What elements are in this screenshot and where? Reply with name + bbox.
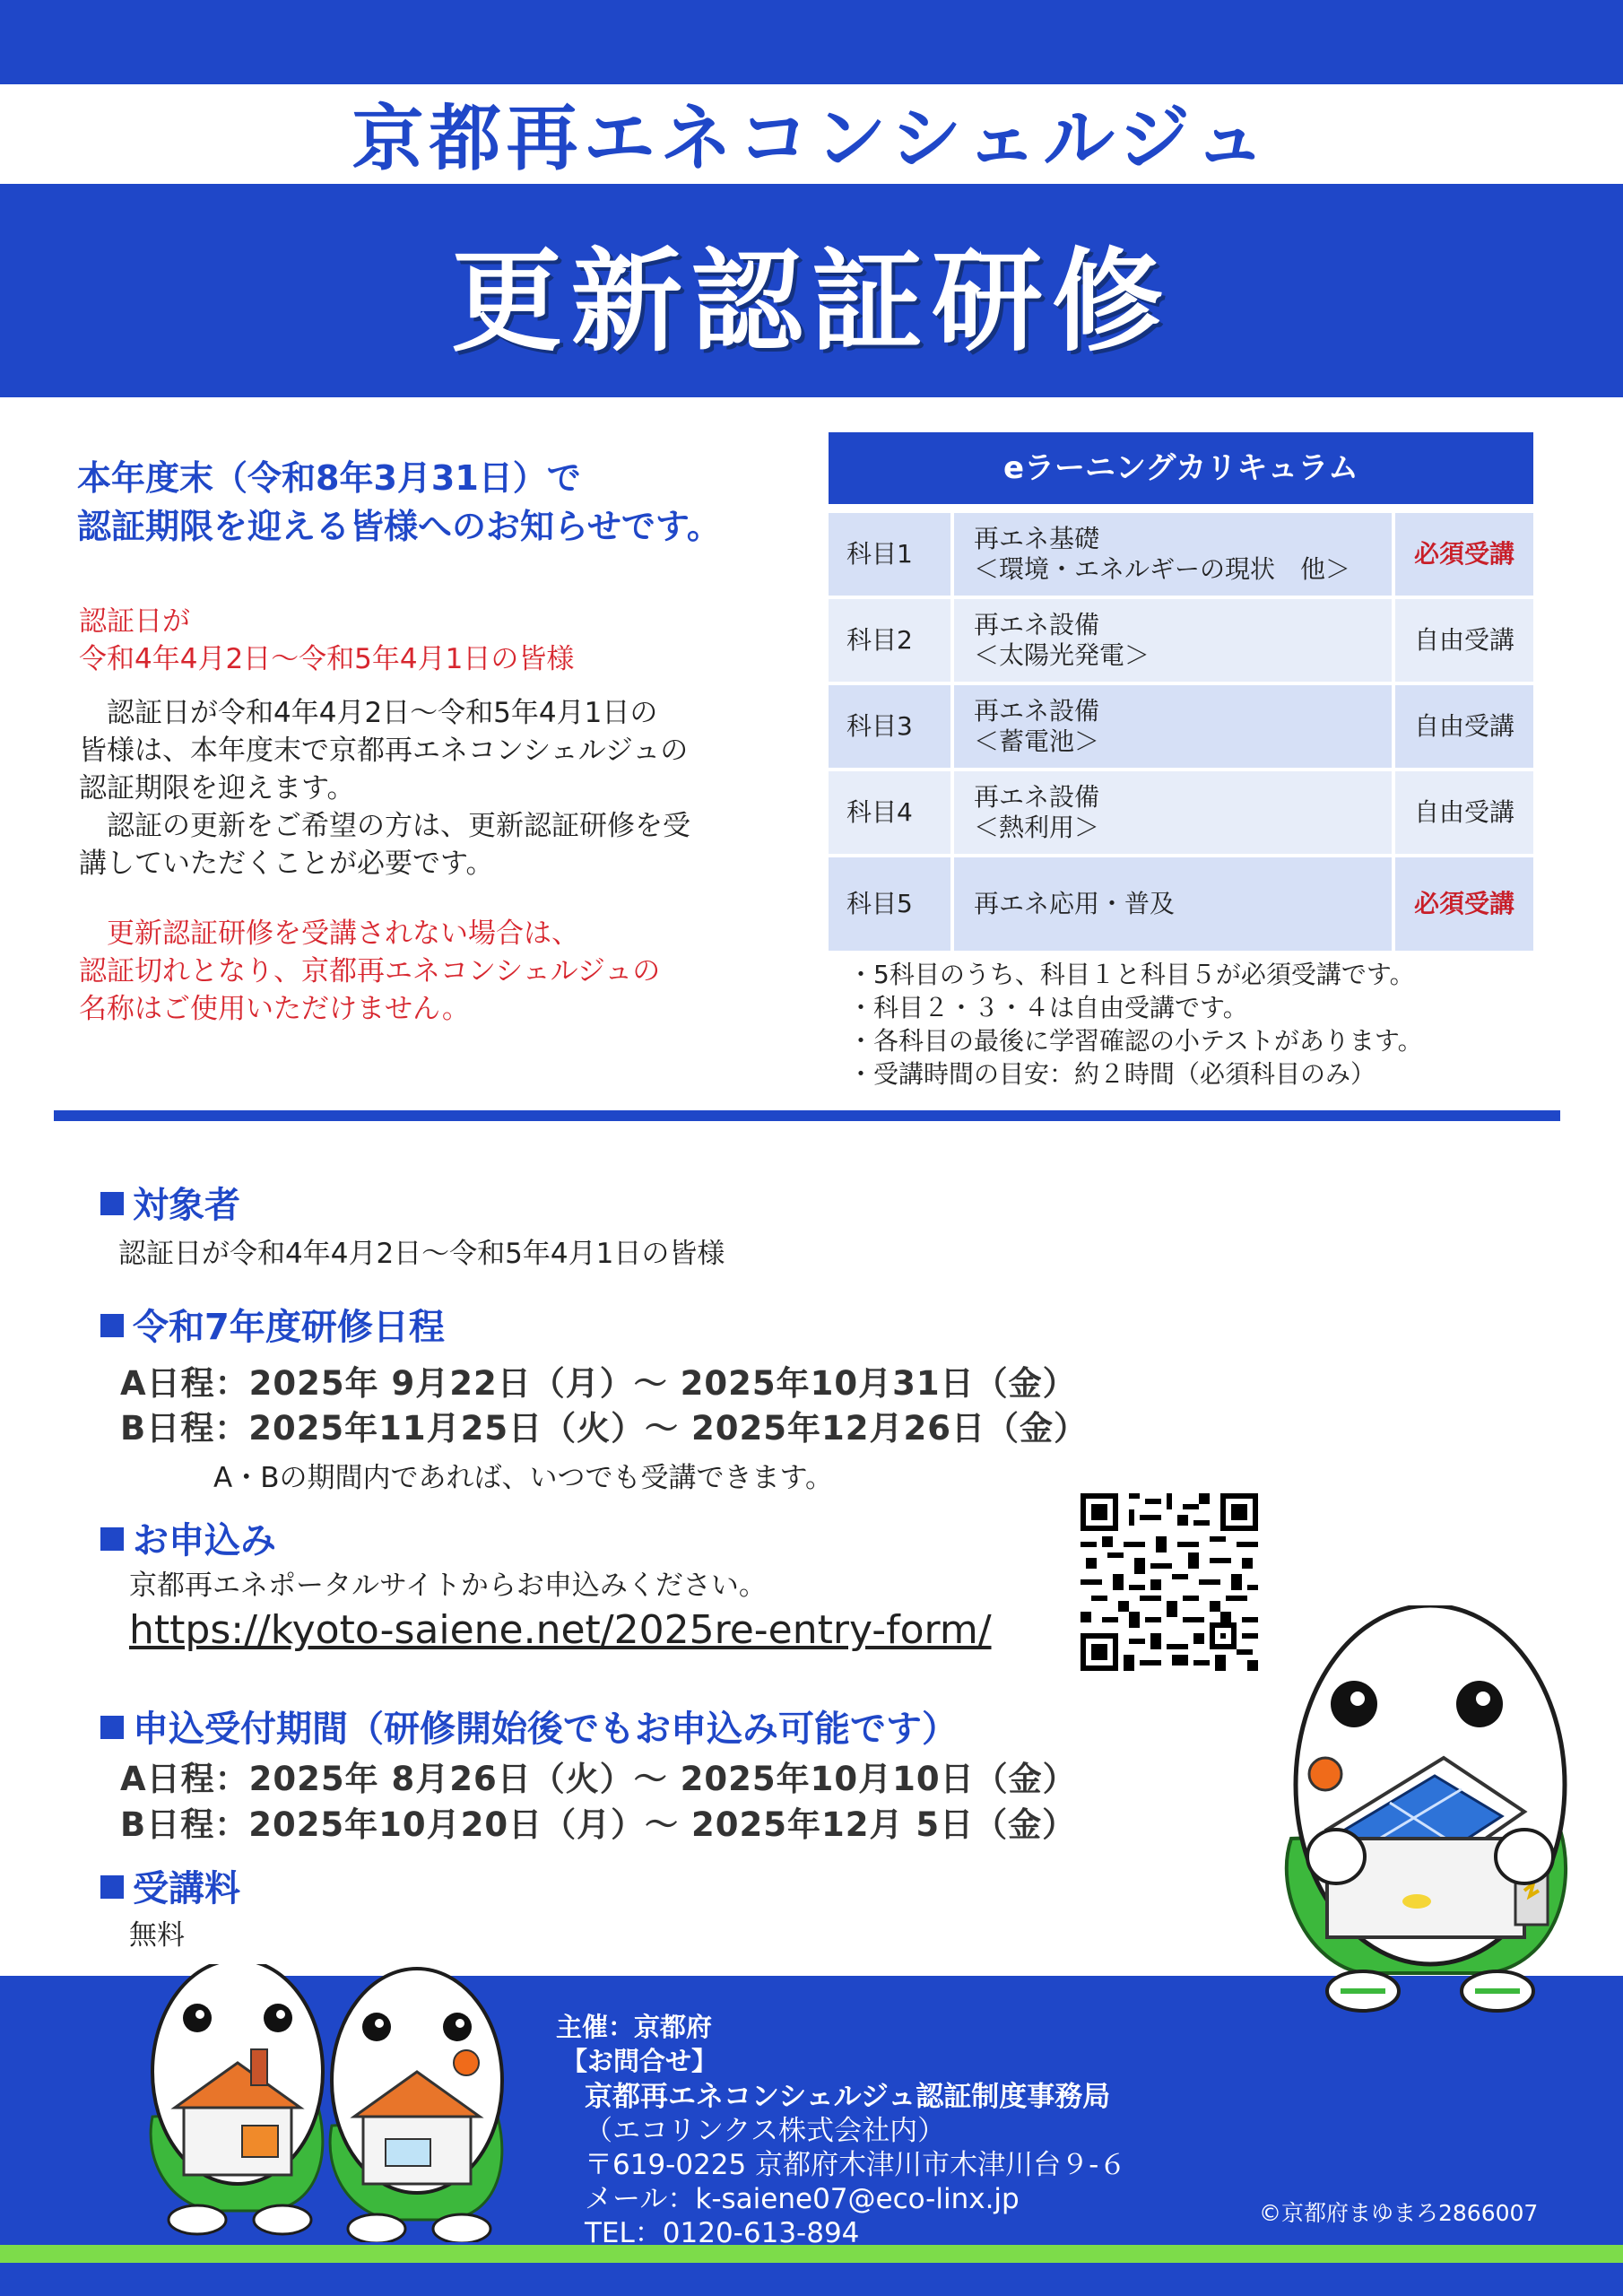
schedule-note: A・Bの期間内であれば、いつでも受講できます。	[213, 1462, 833, 1494]
subject-name-cell	[954, 771, 1392, 854]
note-line: ・5科目のうち、科目１と科目５が必須受講です。	[848, 960, 1415, 989]
status-cell: 自由受講	[1395, 685, 1533, 768]
period-b: B日程：2025年10月20日（月）～ 2025年12月 5日（金）	[120, 1805, 1077, 1844]
mascot-solar-house-illustration	[1255, 1605, 1596, 2036]
subject-name: 再エネ設備	[974, 696, 1100, 726]
subject-name-cell	[954, 685, 1392, 768]
subject-cell: 科目4	[829, 771, 950, 854]
square-bullet-icon	[100, 1716, 124, 1739]
fee-heading	[100, 1860, 240, 1911]
target-text: 認証日が令和4年4月2日～令和5年4月1日の皆様	[118, 1238, 725, 1270]
body-line: 認証期限を迎えます。	[79, 772, 355, 804]
curriculum-row	[829, 599, 1533, 682]
subject-cell: 科目3	[829, 685, 950, 768]
apply-heading	[100, 1512, 276, 1563]
period-heading-label: 申込受付期間（研修開始後でもお申込み可能です）	[133, 1709, 958, 1750]
notice-line-2: 認証期限を迎える皆様へのお知らせです。	[77, 507, 721, 546]
notice-line-1: 本年度末（令和8年3月31日）で	[77, 458, 581, 498]
warn-line: 名称はご使用いただけません。	[79, 993, 470, 1025]
red-line-1: 認証日が	[79, 605, 190, 638]
fee-heading-label: 受講料	[133, 1868, 240, 1909]
square-bullet-icon	[100, 1314, 124, 1337]
status-cell: 必須受講	[1395, 857, 1533, 951]
curriculum-table	[829, 432, 1533, 1091]
page-title: 更新認証研修	[450, 238, 1172, 367]
subject-cell: 科目1	[829, 513, 950, 596]
subject-name-cell	[954, 857, 1392, 951]
brand-title: 京都再エネコンシェルジュ	[352, 97, 1271, 180]
note-line: ・各科目の最後に学習確認の小テストがあります。	[848, 1026, 1423, 1056]
period-a: A日程：2025年 8月26日（火）～ 2025年10月10日（金）	[120, 1760, 1077, 1798]
qr-code[interactable]	[1081, 1493, 1258, 1671]
subject-name: 再エネ設備	[974, 782, 1100, 812]
email[interactable]: メール：k-saiene07@eco-linx.jp	[585, 2183, 1020, 2215]
address: 〒619-0225 京都府木津川市木津川台９-６	[585, 2149, 1127, 2181]
top-bar	[0, 0, 1623, 84]
curriculum-row	[829, 685, 1533, 768]
note-line: ・科目２・３・４は自由受講です。	[848, 993, 1248, 1022]
office-sub: （エコリンクス株式会社内）	[585, 2115, 946, 2147]
body-line: 皆様は、本年度末で京都再エネコンシェルジュの	[79, 735, 689, 767]
schedule-heading-label: 令和7年度研修日程	[133, 1307, 445, 1348]
curriculum-row	[829, 513, 1533, 596]
copyright: ©京都府まゆまろ2866007	[1259, 2200, 1539, 2226]
subject-detail: ＜環境・エネルギーの現状 他＞	[974, 554, 1351, 584]
subject-name: 再エネ設備	[974, 610, 1100, 639]
body-line: 認証の更新をご希望の方は、更新認証研修を受	[79, 810, 690, 842]
warn-line: 更新認証研修を受講されない場合は、	[79, 918, 579, 950]
subject-name-cell	[954, 513, 1392, 596]
curriculum-notes	[829, 958, 1533, 1091]
subject-name: 再エネ応用・普及	[974, 889, 1176, 918]
intro-body	[79, 694, 796, 883]
notice-heading	[77, 454, 812, 551]
apply-heading-label: お申込み	[133, 1520, 276, 1561]
office-name: 京都再エネコンシェルジュ認証制度事務局	[585, 2081, 1111, 2113]
mascot-houses-illustration	[135, 1964, 511, 2242]
subject-cell: 科目2	[829, 599, 950, 682]
square-bullet-icon	[100, 1527, 124, 1551]
curriculum-row	[829, 771, 1533, 854]
apply-text: 京都再エネポータルサイトからお申込みください。	[129, 1570, 767, 1602]
target-heading	[100, 1177, 240, 1228]
target-date-heading	[79, 603, 574, 678]
subject-detail: ＜蓄電池＞	[974, 726, 1100, 756]
entry-form-link[interactable]: https://kyoto-saiene.net/2025re-entry-form/	[129, 1607, 992, 1653]
note-line: ・受講時間の目安：約２時間（必須科目のみ）	[848, 1059, 1376, 1089]
subject-name-cell	[954, 599, 1392, 682]
footer-bottom-bar	[0, 2263, 1623, 2296]
status-cell: 自由受講	[1395, 599, 1533, 682]
inquiry-label: 【お問合せ】	[561, 2046, 718, 2076]
square-bullet-icon	[100, 1192, 124, 1215]
status-cell: 必須受講	[1395, 513, 1533, 596]
telephone[interactable]: TEL：0120-613-894	[585, 2217, 860, 2249]
host-text: 主催：京都府	[556, 2012, 713, 2042]
section-divider	[54, 1110, 1560, 1121]
warn-line: 認証切れとなり、京都再エネコンシェルジュの	[79, 955, 661, 987]
warning-text	[79, 915, 660, 1028]
body-line: 認証日が令和4年4月2日～令和5年4月1日の	[79, 697, 658, 729]
curriculum-row	[829, 857, 1533, 951]
subject-cell: 科目5	[829, 857, 950, 951]
curriculum-heading: eラーニングカリキュラム	[829, 432, 1533, 504]
schedule-heading	[100, 1299, 445, 1350]
red-line-2: 令和4年4月2日～令和5年4月1日の皆様	[79, 643, 575, 675]
subject-detail: ＜太陽光発電＞	[974, 640, 1150, 670]
schedule-a: A日程：2025年 9月22日（月）～ 2025年10月31日（金）	[120, 1364, 1077, 1403]
fee-text: 無料	[129, 1919, 185, 1952]
status-cell: 自由受講	[1395, 771, 1533, 854]
period-heading	[100, 1700, 958, 1752]
schedule-b: B日程：2025年11月25日（火）～ 2025年12月26日（金）	[120, 1409, 1088, 1448]
subject-detail: ＜熱利用＞	[974, 813, 1100, 842]
square-bullet-icon	[100, 1875, 124, 1899]
subject-name: 再エネ基礎	[974, 524, 1100, 553]
body-line: 講していただくことが必要です。	[79, 848, 494, 880]
target-heading-label: 対象者	[133, 1185, 240, 1226]
